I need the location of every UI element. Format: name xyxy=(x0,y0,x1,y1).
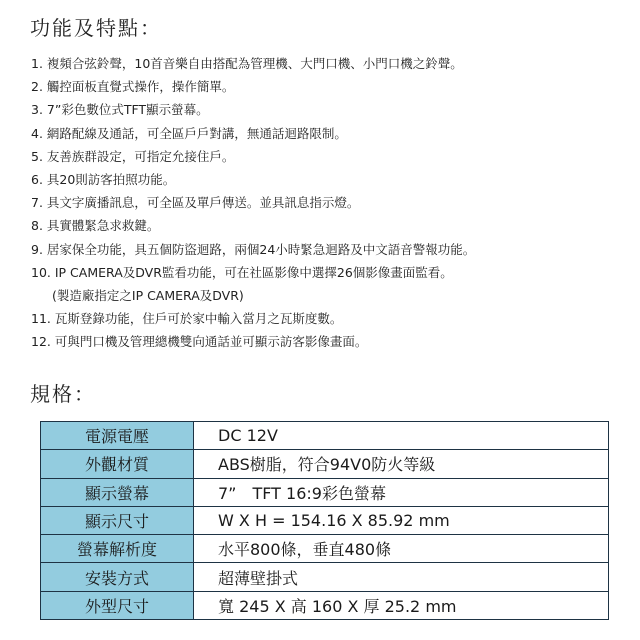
spec-label: 外型尺寸 xyxy=(41,591,194,619)
feature-item: 12. 可與門口機及管理總機雙向通話並可顯示訪客影像畫面。 xyxy=(31,334,368,350)
feature-item: 5. 友善族群設定，可指定允接住戶。 xyxy=(31,148,235,164)
spec-value: DC 12V xyxy=(194,422,609,450)
feature-item: 8. 具實體緊急求救鍵。 xyxy=(31,218,160,234)
feature-item: 10. IP CAMERA及DVR監看功能，可在社區影像中選擇26個影像畫面監看。 xyxy=(31,264,453,280)
table-row xyxy=(41,563,609,591)
spec-value: 7” TFT 16:9彩色螢幕 xyxy=(194,478,609,506)
table-row xyxy=(41,478,609,506)
feature-list xyxy=(31,52,631,354)
spec-table xyxy=(40,421,609,620)
spec-label: 外觀材質 xyxy=(41,450,194,478)
feature-item: 6. 具20則訪客拍照功能。 xyxy=(31,172,176,188)
spec-value: 寬 245 X 高 160 X 厚 25.2 mm xyxy=(194,591,609,619)
feature-item: 7. 具文字廣播訊息，可全區及單戶傳送。並具訊息指示燈。 xyxy=(31,195,360,211)
table-row xyxy=(41,535,609,563)
spec-label: 顯示螢幕 xyxy=(41,478,194,506)
table-row xyxy=(41,591,609,619)
table-row xyxy=(41,506,609,534)
feature-item: 1. 複頻合弦鈴聲，10首音樂自由搭配為管理機、大門口機、小門口機之鈴聲。 xyxy=(31,56,463,71)
feature-item: 2. 觸控面板直覺式操作，操作簡單。 xyxy=(31,79,235,95)
table-row xyxy=(41,450,609,478)
spec-value: 水平800條，垂直480條 xyxy=(194,535,609,563)
feature-item: 4. 網路配線及通話，可全區戶戶對講，無通話迴路限制。 xyxy=(31,125,347,141)
feature-item-note: (製造廠指定之IP CAMERA及DVR) xyxy=(52,288,244,304)
spec-value: W X H = 154.16 X 85.92 mm xyxy=(194,506,609,534)
spec-label: 安裝方式 xyxy=(41,563,194,591)
spec-value: ABS樹脂，符合94V0防火等級 xyxy=(194,450,609,478)
feature-item: 9. 居家保全功能，具五個防盜迴路，兩個24小時緊急迴路及中文語音警報功能。 xyxy=(31,241,476,257)
spec-value: 超薄壁掛式 xyxy=(194,563,609,591)
spec-label: 顯示尺寸 xyxy=(41,506,194,534)
features-heading: 功能及特點： xyxy=(30,16,162,40)
spec-label: 螢幕解析度 xyxy=(41,535,194,563)
feature-item: 3. 7”彩色數位式TFT顯示螢幕。 xyxy=(31,102,209,118)
specs-heading: 規格： xyxy=(30,382,96,406)
feature-item: 11. 瓦斯登錄功能，住戶可於家中輸入當月之瓦斯度數。 xyxy=(31,311,343,327)
spec-label: 電源電壓 xyxy=(41,422,194,450)
table-row xyxy=(41,422,609,450)
